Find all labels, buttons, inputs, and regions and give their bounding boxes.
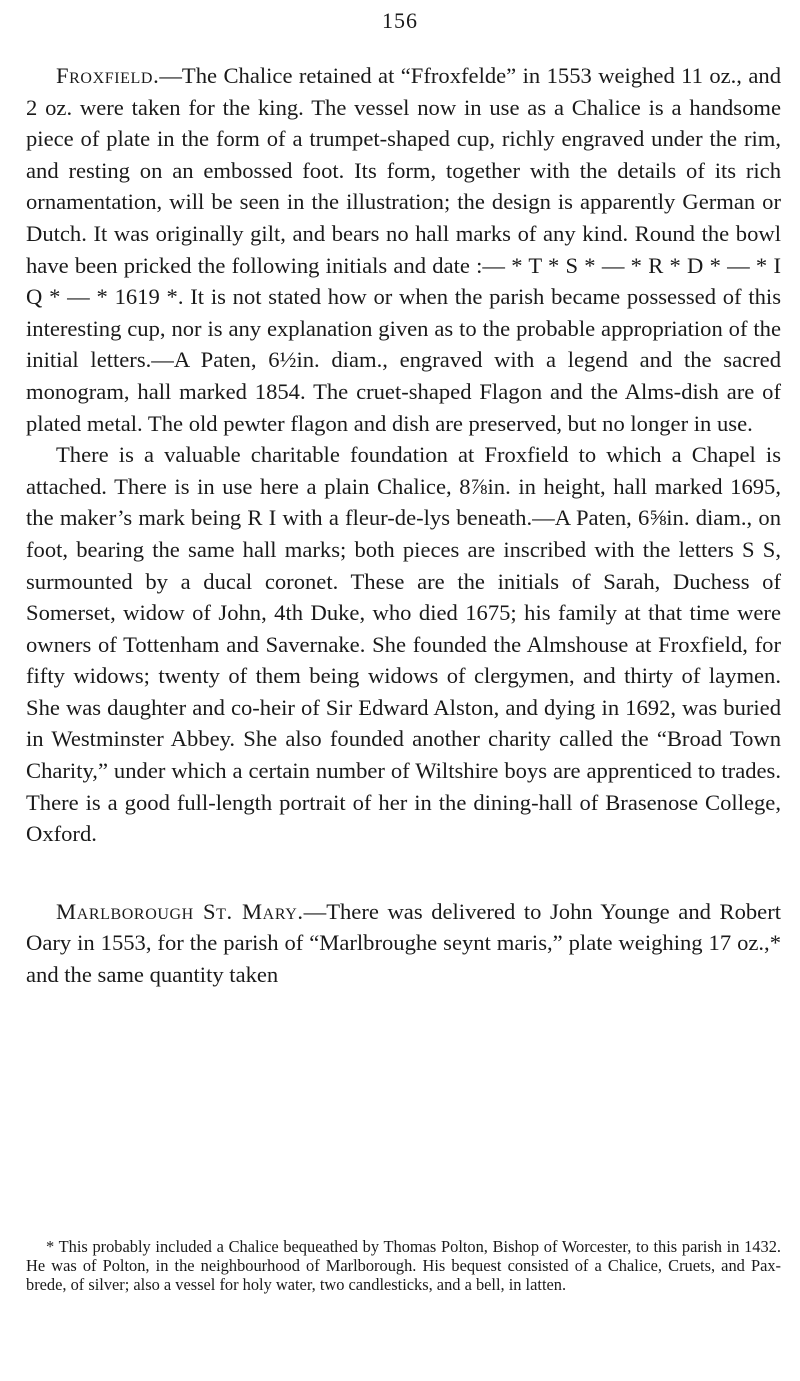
page-number: 156 bbox=[382, 8, 418, 33]
froxfield-paragraph-1-text: —The Chalice retained at “Ffroxfelde” in 1553 weighed 11 oz., and 2 oz. were taken for the king. The vessel now in use as a Chalice is a handsome piece of plate in the form of a trumpet-shaped cup, richly engraved under the rim, and resting on an embossed foot. Its form, together with the details of its rich ornamentation, will be seen in the illustration; the design is apparently German or Dutch. It was originally gilt, and bears no hall marks of any kind. Round the bowl have been pricked the following initials and date :— * T * S * — * R * D * — * I Q * — * 1619 *. It is not stated how or when the parish became possessed of this interesting cup, nor is any explanation given as to the probable appropriation of the initial letters.—A Paten, 6½in. diam., engraved with a legend and the sacred monogram, hall marked 1854. The cruet-shaped Flagon and the Alms-dish are of plated metal. The old pewter flagon and dish are preserved, but no longer in use. bbox=[26, 63, 781, 436]
froxfield-paragraph-1 bbox=[26, 60, 781, 439]
froxfield-paragraph-2: There is a valuable charitable foundation at Froxfield to which a Chapel is attached. There is in use here a plain Chalice, 8⅞in. in height, hall marked 1695, the maker’s mark being R I with a fleur-de-lys beneath.—A Paten, 6⅝in. diam., on foot, bearing the same hall marks; both pieces are inscribed with the letters S S, surmounted by a ducal coronet. These are the initials of Sarah, Duchess of Somerset, widow of John, 4th Duke, who died 1675; his family at that time were owners of Tottenham and Savernake. She founded the Almshouse at Froxfield, for fifty widows; twenty of them being widows of clergymen, and thirty of laymen. She was daughter and co-heir of Sir Edward Alston, and dying in 1692, was buried in Westminster Abbey. She also founded another charity called the “Broad Town Charity,” under which a certain number of Wiltshire boys are apprenticed to trades. There is a good full-length portrait of her in the dining-hall of Brasenose College, Oxford. bbox=[26, 442, 781, 847]
page-body bbox=[26, 60, 781, 991]
froxfield-heading: Froxfield. bbox=[56, 63, 160, 88]
marlborough-paragraph-text: —There was delivered to John Younge and Robert Oary in 1553, for the parish of “Marlbroughe seynt maris,” plate weighing 17 oz.,* and the same quantity taken bbox=[26, 898, 781, 988]
section-gap bbox=[26, 850, 781, 896]
footnote: * This probably included a Chalice bequeathed by Thomas Polton, Bishop of Worcester, to this parish in 1432. He was of Polton, in the neighbourhood of Marlborough. His bequest consisted of a Chalice, Cruets, and Pax-brede, of silver; also a vessel for holy water, two candlesticks, and a bell, in latten. bbox=[26, 1237, 781, 1294]
marlborough-heading: Marlborough St. Mary. bbox=[56, 898, 304, 924]
marlborough-paragraph bbox=[26, 896, 781, 991]
